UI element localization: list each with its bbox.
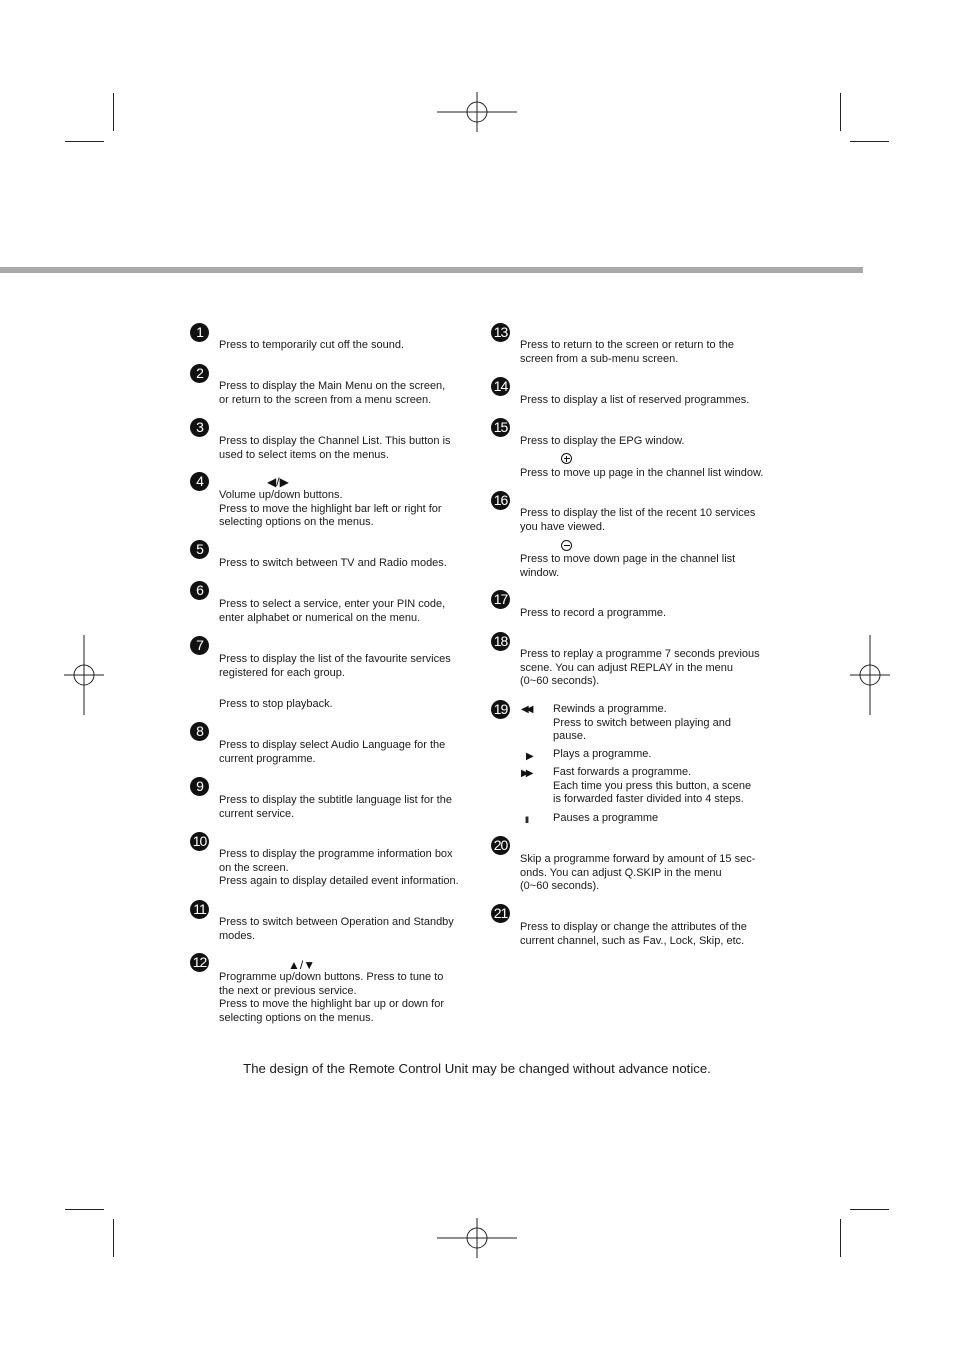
left-right-arrows-icon: ◀/▶ xyxy=(267,475,289,489)
item-description: Rewinds a programme. Press to switch between playing and pause. xyxy=(553,703,731,743)
registration-mark-icon xyxy=(850,635,890,715)
item-description: Pauses a programme xyxy=(553,812,659,824)
item-description: Press to switch between TV and Radio modes. xyxy=(219,557,447,569)
footer-note xyxy=(0,1061,954,1076)
item-description: Press to display the Main Menu on the screen, or return to the screen from a menu screen. xyxy=(219,380,446,406)
crop-mark xyxy=(850,1209,889,1210)
fast-forward-icon: ▶▶ xyxy=(521,768,531,779)
item-description: Plays a programme. xyxy=(553,748,652,760)
item-description-extra: Press to move up page in the channel list window. xyxy=(520,467,764,479)
item-description: Press to display select Audio Language for the current programme. xyxy=(219,739,446,765)
item-description: Volume up/down buttons. Press to move the highlight bar left or right for selecting options on the menus. xyxy=(219,489,442,529)
item-description: Press to display the list of the favourite services registered for each group. xyxy=(219,653,451,679)
item-number-badge: 6 xyxy=(190,581,209,600)
item-number-badge: 19 xyxy=(491,700,510,719)
item-description-extra: Press to move down page in the channel list window. xyxy=(520,553,736,579)
item-description: Press to display the Channel List. This button is used to select items on the menus. xyxy=(219,435,451,461)
item-description-extra: Press to stop playback. xyxy=(219,698,333,710)
page-down-minus-icon xyxy=(561,540,572,551)
crop-mark xyxy=(840,1219,841,1257)
rewind-icon: ◀◀ xyxy=(521,704,531,715)
item-description: Press to display the EPG window. xyxy=(520,435,685,447)
item-number-badge: 9 xyxy=(190,777,209,796)
page-up-plus-icon xyxy=(561,453,572,464)
item-number-badge: 15 xyxy=(491,418,510,437)
item-number-badge: 11 xyxy=(190,900,209,919)
item-description: Press to display the list of the recent 10 services you have viewed. xyxy=(520,507,756,533)
item-number-badge: 21 xyxy=(491,904,510,923)
pause-icon: II xyxy=(525,815,529,825)
item-description: Press to temporarily cut off the sound. xyxy=(219,339,405,351)
item-number-badge: 3 xyxy=(190,418,209,437)
item-description: Press to display a list of reserved programmes. xyxy=(520,394,750,406)
registration-mark-icon xyxy=(64,635,104,715)
item-description: Press to display or change the attributes of the current channel, such as Fav., Lock, Skip, etc. xyxy=(520,921,747,947)
item-number-badge: 5 xyxy=(190,540,209,559)
item-number-badge: 20 xyxy=(491,836,510,855)
crop-mark xyxy=(113,1219,114,1257)
item-description: Press to switch between Operation and Standby modes. xyxy=(219,916,454,942)
item-number-badge: 1 xyxy=(190,323,209,342)
crop-mark xyxy=(65,141,104,142)
item-description: Fast forwards a programme. Each time you press this button, a scene is forwarded faster divided into 4 steps. xyxy=(553,766,752,806)
item-description: Press to display the subtitle language list for the current service. xyxy=(219,794,452,820)
item-description: Programme up/down buttons. Press to tune to the next or previous service. Press to move the highlight bar up or down for selecting options on the menus. xyxy=(219,971,445,1024)
item-number-badge: 4 xyxy=(190,472,209,491)
registration-mark-icon xyxy=(437,1218,517,1258)
item-description: Press to record a programme. xyxy=(520,607,667,619)
item-description: Press to replay a programme 7 seconds previous scene. You can adjust REPLAY in the menu (0~60 seconds). xyxy=(520,648,760,688)
item-number-badge: 17 xyxy=(491,590,510,609)
item-number-badge: 7 xyxy=(190,636,209,655)
item-number-badge: 18 xyxy=(491,632,510,651)
crop-mark xyxy=(850,141,889,142)
item-description: Press to return to the screen or return to the screen from a sub-menu screen. xyxy=(520,339,734,365)
item-number-badge: 14 xyxy=(491,377,510,396)
item-number-badge: 12 xyxy=(190,953,209,972)
item-number-badge: 16 xyxy=(491,491,510,510)
crop-mark xyxy=(840,93,841,131)
crop-mark xyxy=(113,93,114,131)
registration-mark-icon xyxy=(437,92,517,132)
up-down-arrows-icon: ▲/▼ xyxy=(288,958,316,972)
crop-mark xyxy=(65,1209,104,1210)
footer-note-text: The design of the Remote Control Unit may be changed without advance notice. xyxy=(243,1061,711,1076)
item-number-badge: 10 xyxy=(190,832,209,851)
item-description: Press to select a service, enter your PIN code, enter alphabet or numerical on the menu. xyxy=(219,598,446,624)
play-icon: ▶ xyxy=(526,751,534,762)
item-number-badge: 8 xyxy=(190,722,209,741)
item-number-badge: 13 xyxy=(491,323,510,342)
item-description: Skip a programme forward by amount of 15 sec- onds. You can adjust Q.SKIP in the menu (0~60 seconds). xyxy=(520,853,756,893)
header-rule xyxy=(0,267,863,273)
item-number-badge: 2 xyxy=(190,364,209,383)
item-description: Press to display the programme information box on the screen. Press again to display detailed event information. xyxy=(219,848,459,888)
